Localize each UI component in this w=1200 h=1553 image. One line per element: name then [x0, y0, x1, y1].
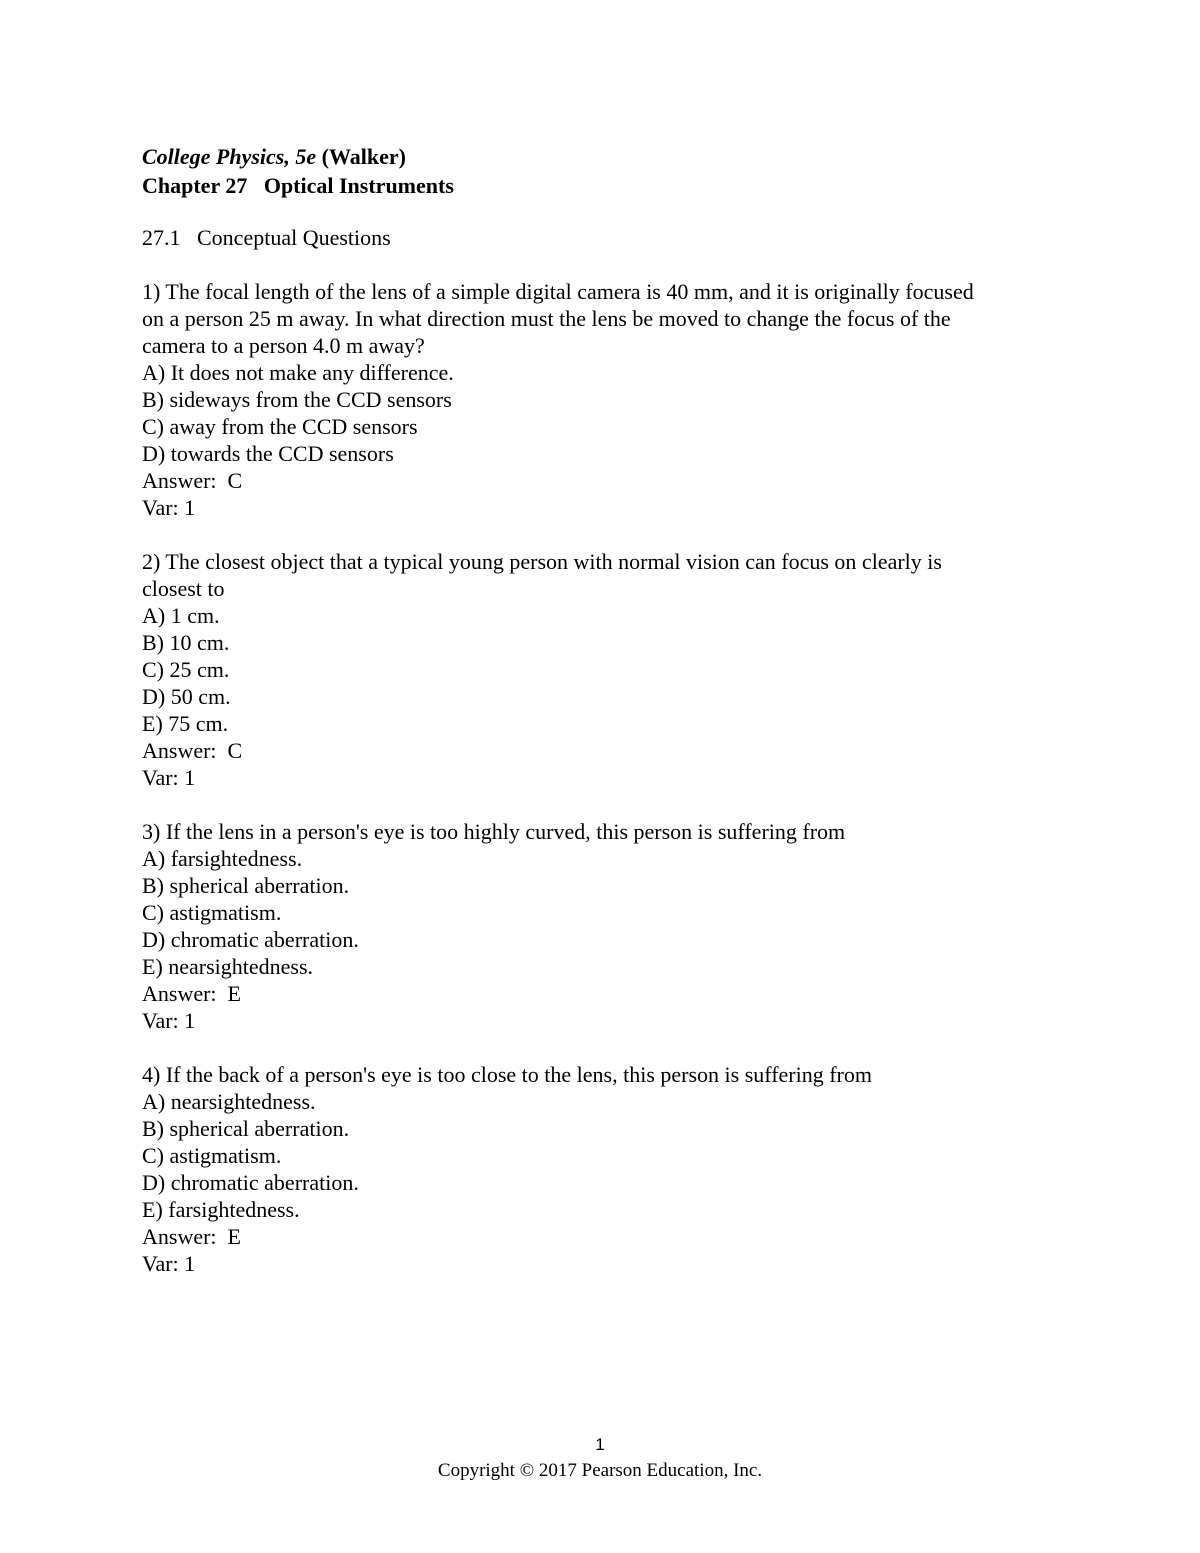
answer-option: B) spherical aberration. [142, 1116, 350, 1141]
question-stem [142, 548, 1062, 602]
correct-answer: Answer: C [142, 738, 243, 763]
question-2 [142, 548, 1062, 791]
book-author: (Walker) [321, 144, 406, 169]
question-variant: Var: 1 [142, 495, 196, 520]
question-4 [142, 1061, 1062, 1277]
correct-answer: Answer: E [142, 1224, 241, 1249]
chapter-header [142, 171, 1062, 200]
answer-option: C) astigmatism. [142, 900, 282, 925]
answer-option: D) chromatic aberration. [142, 927, 359, 952]
answer-option: C) astigmatism. [142, 1143, 282, 1168]
question-variant: Var: 1 [142, 1008, 196, 1033]
answer-option: A) 1 cm. [142, 603, 220, 628]
question-stem-line: 3) If the lens in a person's eye is too highly curved, this person is suffering from [142, 819, 846, 844]
correct-answer: Answer: E [142, 981, 241, 1006]
section-title: Conceptual Questions [197, 225, 391, 250]
question-variant: Var: 1 [142, 765, 196, 790]
answer-option: D) towards the CCD sensors [142, 441, 394, 466]
answer-option: A) farsightedness. [142, 846, 303, 871]
answer-option: D) chromatic aberration. [142, 1170, 359, 1195]
chapter-title: Optical Instruments [263, 173, 454, 198]
question-stem-line: closest to [142, 576, 225, 601]
copyright-notice: Copyright © 2017 Pearson Education, Inc. [437, 1460, 763, 1481]
page-content [142, 142, 1062, 1277]
correct-answer: Answer: C [142, 468, 243, 493]
answer-option: B) spherical aberration. [142, 873, 350, 898]
answer-option: C) 25 cm. [142, 657, 230, 682]
book-header [142, 142, 1062, 171]
question-stem-line: camera to a person 4.0 m away? [142, 333, 425, 358]
answer-option: A) nearsightedness. [142, 1089, 316, 1114]
page-number: 1 [595, 1435, 605, 1454]
answer-option: E) nearsightedness. [142, 954, 314, 979]
answer-option: E) 75 cm. [142, 711, 229, 736]
answer-option: B) sideways from the CCD sensors [142, 387, 452, 412]
question-stem-line: 1) The focal length of the lens of a simple digital camera is 40 mm, and it is originally focused [142, 279, 974, 304]
question-1 [142, 278, 1062, 521]
answer-option: B) 10 cm. [142, 630, 230, 655]
question-variant: Var: 1 [142, 1251, 196, 1276]
section-number: 27.1 [142, 225, 181, 250]
question-stem-line: on a person 25 m away. In what direction must the lens be moved to change the focus of the [142, 306, 951, 331]
question-stem [142, 818, 1062, 845]
answer-option: A) It does not make any difference. [142, 360, 454, 385]
question-stem-line: 4) If the back of a person's eye is too close to the lens, this person is suffering from [142, 1062, 872, 1087]
question-stem [142, 1061, 1062, 1088]
answer-option: C) away from the CCD sensors [142, 414, 418, 439]
book-title: College Physics, 5e [142, 144, 317, 169]
answer-option: D) 50 cm. [142, 684, 231, 709]
answer-option: E) farsightedness. [142, 1197, 300, 1222]
question-stem-line: 2) The closest object that a typical young person with normal vision can focus on clearly is [142, 549, 942, 574]
question-stem [142, 278, 1062, 359]
chapter-number: Chapter 27 [142, 173, 248, 198]
question-3 [142, 818, 1062, 1034]
section-heading [142, 224, 1062, 251]
